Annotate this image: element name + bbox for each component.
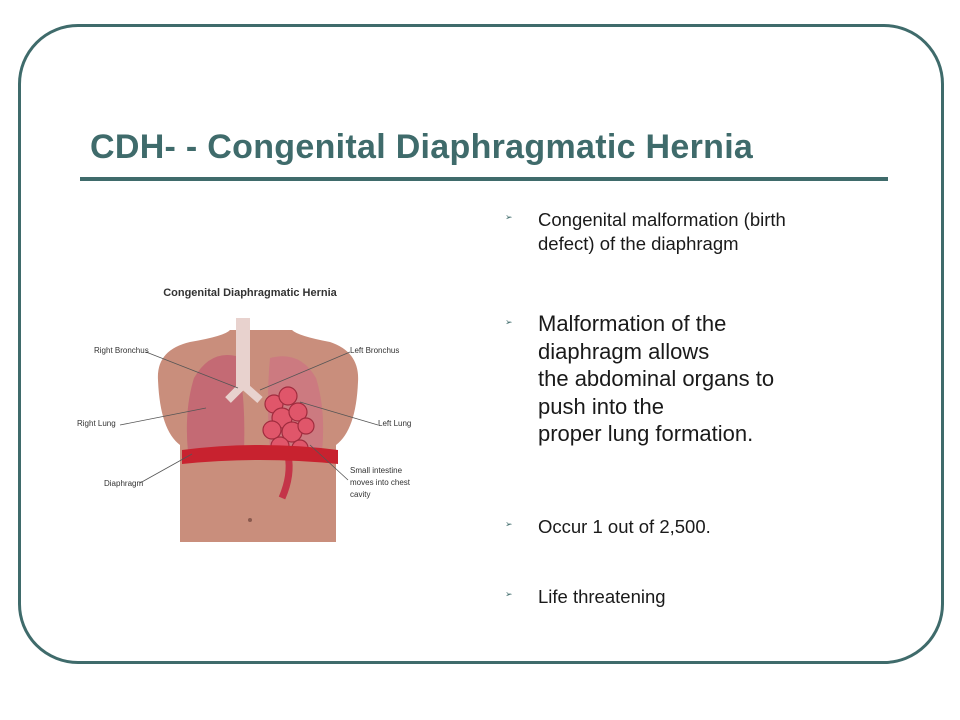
arrow-bullet-icon: ➢ — [505, 590, 513, 600]
bullet-text: Occur 1 out of 2,500. — [538, 516, 711, 537]
bullet-text: Malformation of the diaphragm allows the abdominal organs to push into the proper lung formation. — [538, 311, 775, 446]
bullet-text: Congenital malformation (birth defect) of the diaphragm — [538, 209, 786, 255]
title-underline — [80, 177, 888, 181]
label-left-lung: Left Lung — [378, 419, 412, 428]
slide-title: CDH- - Congenital Diaphragmatic Hernia — [90, 128, 754, 166]
label-right-bronchus: Right Bronchus — [94, 346, 149, 355]
arrow-bullet-icon: ➢ — [505, 318, 513, 328]
label-small-intestine-3: cavity — [350, 490, 371, 499]
label-small-intestine-1: Small intestine — [350, 466, 403, 475]
label-right-lung: Right Lung — [77, 419, 116, 428]
label-diaphragm: Diaphragm — [104, 479, 144, 488]
arrow-bullet-icon: ➢ — [505, 213, 513, 223]
bullet-text: Life threatening — [538, 586, 666, 607]
cdh-anatomy-illustration — [60, 270, 440, 560]
arrow-bullet-icon: ➢ — [505, 520, 513, 530]
label-small-intestine-2: moves into chest — [350, 478, 411, 487]
diagram-title: Congenital Diaphragmatic Hernia — [163, 287, 337, 299]
trachea-shape — [236, 318, 250, 388]
label-left-bronchus: Left Bronchus — [350, 346, 400, 355]
